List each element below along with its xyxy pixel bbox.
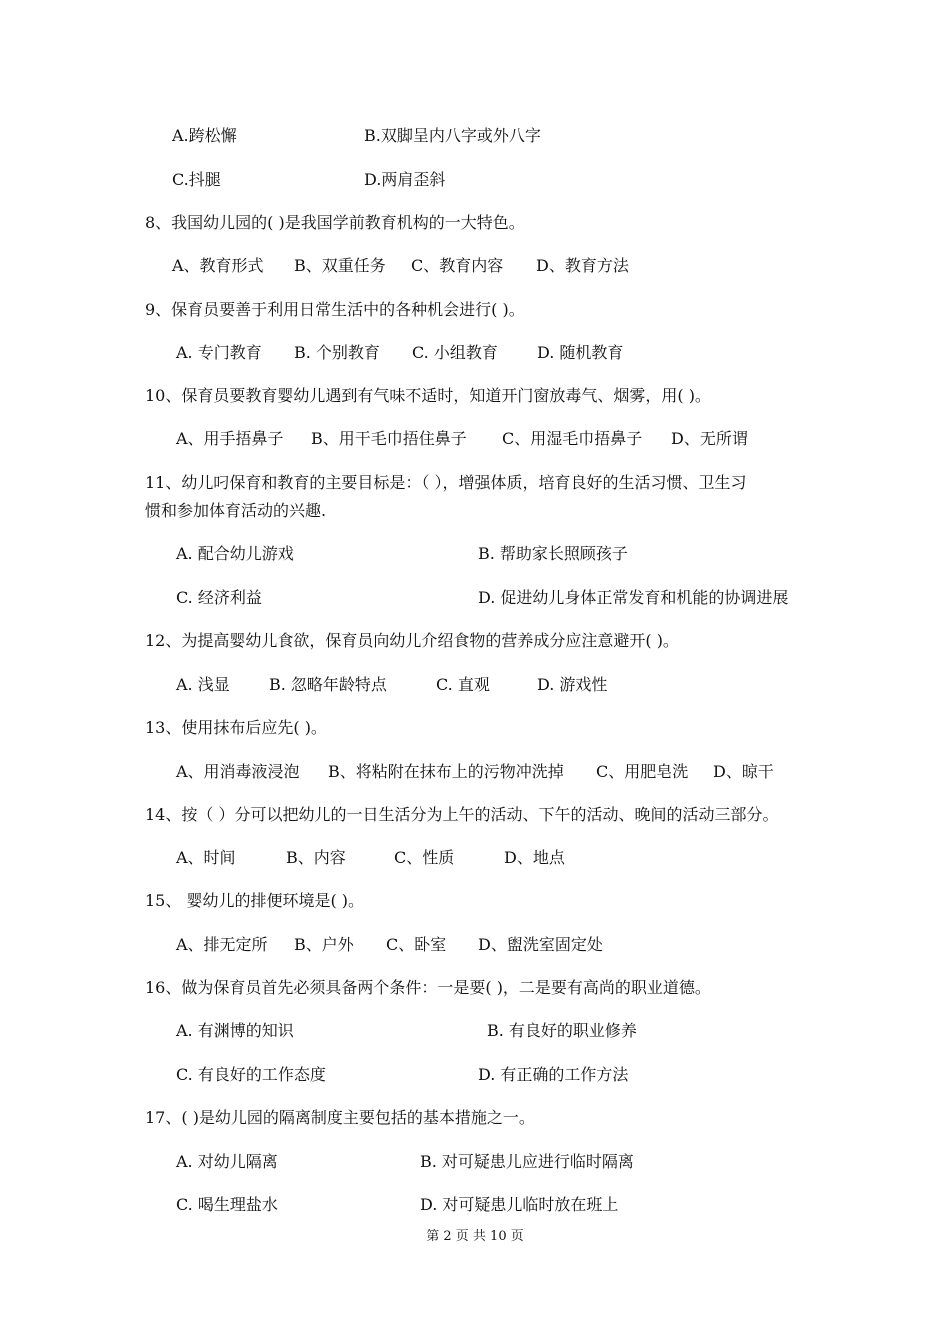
page-number-footer: 第 2 页 共 10 页 bbox=[426, 1229, 524, 1244]
option-a: A、教育形式 bbox=[172, 256, 264, 275]
question-14: 14、按（ ）分可以把幼儿的一日生活分为上午的活动、下午的活动、晚间的活动三部分。 bbox=[145, 805, 779, 824]
option-c: C.抖腿 bbox=[172, 170, 221, 189]
option-c: C、教育内容 bbox=[411, 256, 504, 275]
question-10: 10、保育员要教育婴幼儿遇到有气味不适时，知道开门窗放毒气、烟雾，用( )。 bbox=[145, 386, 711, 405]
option-a: A.跨松懈 bbox=[172, 126, 237, 145]
question-9: 9、保育员要善于利用日常生活中的各种机会进行( )。 bbox=[145, 300, 525, 319]
option-d: D. 随机教育 bbox=[537, 343, 624, 362]
option-b: B、将粘附在抹布上的污物冲洗掉 bbox=[328, 762, 564, 781]
question-13: 13、使用抹布后应先( )。 bbox=[145, 718, 327, 737]
option-d: D、盥洗室固定处 bbox=[478, 935, 603, 954]
option-d: D. 有正确的工作方法 bbox=[478, 1065, 629, 1084]
question-11-continued: 惯和参加体育活动的兴趣. bbox=[145, 501, 327, 520]
option-a: A、时间 bbox=[176, 848, 236, 867]
option-b: B、用干毛巾捂住鼻子 bbox=[311, 429, 467, 448]
option-c: C. 喝生理盐水 bbox=[176, 1195, 278, 1214]
option-c: C. 经济利益 bbox=[176, 588, 262, 607]
option-d: D. 对可疑患儿临时放在班上 bbox=[420, 1195, 619, 1214]
option-c: C. 直观 bbox=[436, 675, 490, 694]
option-b: B. 忽略年龄特点 bbox=[269, 675, 387, 694]
option-b: B、户外 bbox=[294, 935, 354, 954]
option-a: A. 配合幼儿游戏 bbox=[176, 544, 294, 563]
option-b: B. 个别教育 bbox=[294, 343, 380, 362]
option-c: C. 有良好的工作态度 bbox=[176, 1065, 326, 1084]
question-8: 8、我国幼儿园的( )是我国学前教育机构的一大特色。 bbox=[145, 213, 525, 232]
option-d: D、教育方法 bbox=[536, 256, 629, 275]
option-a: A. 浅显 bbox=[176, 675, 230, 694]
option-b: B、双重任务 bbox=[294, 256, 386, 275]
option-d: D. 游戏性 bbox=[537, 675, 608, 694]
option-c: C. 小组教育 bbox=[412, 343, 498, 362]
option-d: D、无所谓 bbox=[671, 429, 748, 448]
question-11: 11、幼儿叼保育和教育的主要目标是：（ ），增强体质，培育良好的生活习惯、卫生习 bbox=[145, 473, 747, 492]
option-c: C、用湿毛巾捂鼻子 bbox=[502, 429, 643, 448]
option-a: A. 对幼儿隔离 bbox=[176, 1152, 278, 1171]
option-c: C、卧室 bbox=[386, 935, 447, 954]
option-a: A. 有渊博的知识 bbox=[176, 1021, 294, 1040]
option-b: B. 有良好的职业修养 bbox=[487, 1021, 637, 1040]
question-17: 17、( )是幼儿园的隔离制度主要包括的基本措施之一。 bbox=[145, 1108, 535, 1127]
option-d: D、地点 bbox=[504, 848, 565, 867]
option-d: D. 促进幼儿身体正常发育和机能的协调进展 bbox=[478, 588, 789, 607]
option-d: D.两肩歪斜 bbox=[364, 170, 446, 189]
option-c: C、性质 bbox=[394, 848, 455, 867]
option-a: A、用手捂鼻子 bbox=[176, 429, 284, 448]
option-a: A. 专门教育 bbox=[176, 343, 262, 362]
option-b: B. 对可疑患儿应进行临时隔离 bbox=[420, 1152, 634, 1171]
option-a: A、排无定所 bbox=[176, 935, 268, 954]
option-c: C、用肥皂洗 bbox=[596, 762, 689, 781]
option-d: D、晾干 bbox=[713, 762, 774, 781]
question-12: 12、为提高婴幼儿食欲，保育员向幼儿介绍食物的营养成分应注意避开( )。 bbox=[145, 631, 679, 650]
option-b: B、内容 bbox=[286, 848, 346, 867]
question-16: 16、做为保育员首先必须具备两个条件：一是要( )，二是要有高尚的职业道德。 bbox=[145, 978, 711, 997]
option-b: B. 帮助家长照顾孩子 bbox=[478, 544, 628, 563]
option-b: B.双脚呈内八字或外八字 bbox=[364, 126, 541, 145]
option-a: A、用消毒液浸泡 bbox=[176, 762, 300, 781]
question-15: 15、 婴幼儿的排便环境是( )。 bbox=[145, 891, 365, 910]
